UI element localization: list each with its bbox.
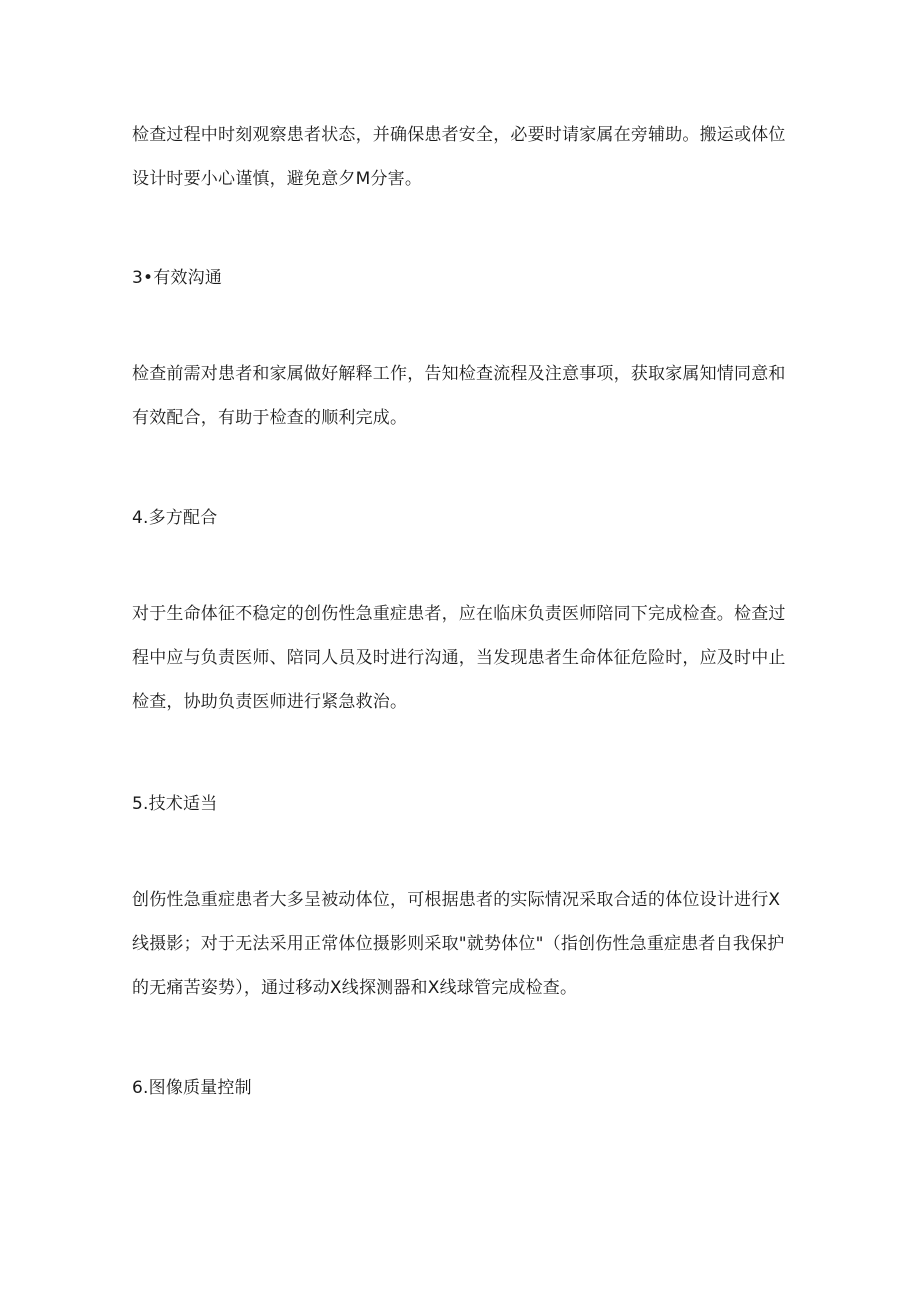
heading-appropriate-technique: 5.技术适当 (132, 794, 218, 814)
heading-effective-communication: 3•有效沟通 (132, 268, 223, 288)
paragraph-patient-safety: 检查过程中时刻观察患者状态，并确保患者安全，必要时请家属在旁辅助。搬运或体位设计时要小心谨慎，避免意夕M分害。 (132, 125, 786, 189)
heading-multi-party-cooperation: 4.多方配合 (132, 508, 218, 528)
paragraph-technique: 创伤性急重症患者大多呈被动体位，可根据患者的实际情况采取合适的体位设计进行X线摄影；对于无法采用正常体位摄影则采取"就势体位"（指创伤性急重症患者自我保护的无痛苦姿势），通过移动X线探测器和X线球管完成检查。 (132, 890, 785, 998)
heading-image-quality-control: 6.图像质量控制 (132, 1078, 252, 1098)
paragraph-cooperation: 对于生命体征不稳定的创伤性急重症患者，应在临床负责医师陪同下完成检查。检查过程中应与负责医师、陪同人员及时进行沟通，当发现患者生命体征危险时，应及时中止检查，协助负责医师进行紧急救治。 (132, 604, 786, 712)
paragraph-communication: 检查前需对患者和家属做好解释工作，告知检查流程及注意事项，获取家属知情同意和有效配合，有助于检查的顺利完成。 (132, 364, 786, 428)
